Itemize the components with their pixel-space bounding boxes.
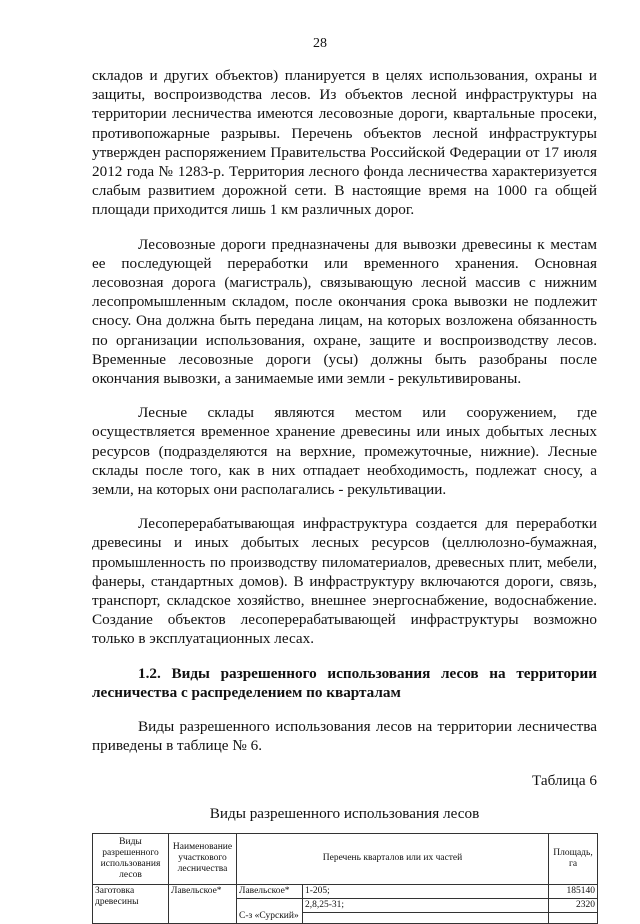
paragraph-2: Лесовозные дороги предназначены для вывозки древесины к местам ее последующей переработки или временного хранения. Основная лесовозная дорога (магистраль), связывающую лесной массив с нижним лесопромышленным складом, после окончания срока вывозки не подлежит сносу. Она должна быть передана лицам, на которых возложена обязанность по организации использования, охране, защите и воспроизводству лесов. Временные лесовозные дороги (усы) должны быть разобраны после окончания вывозки, а занимаемые ими земли - рекультивированы. <box>92 235 597 388</box>
intro-paragraph: Виды разрешенного использования лесов на территории лесничества приведены в таблице № 6. <box>92 718 597 755</box>
paragraph-4: Лесоперерабатывающая инфраструктура создается для переработки древесины и иных добытых лесных ресурсов (целлюлозно-бумажная, промышленность по производству пиломатериалов, древесных плит, мебели, фанеры, стандартных домов). В инфраструктуру включаются дороги, связь, транспорт, складское хозяйство, внешнее энергоснабжение, водоснабжение. Создание объектов лесоперерабатывающей инфраструктуры возможно только в эксплуатационных лесах. <box>92 515 597 648</box>
table-label: Таблица 6 <box>532 771 597 789</box>
header-usage: Виды разрешенного использования лесов <box>93 833 169 884</box>
paragraph-1: складов и других объектов) планируется в целях использования, охраны и защиты, воспроизводства лесов. Из объектов лесной инфраструктуры на территории лесничества имеются лесовозные дороги, квартальные просеки, противопожарные разрывы. Перечень объектов лесной инфраструктуры утвержден распоряжением Правительства Российской Федерации от 17 июля 2012 года № 1283-р. Территория лесного фонда лесничества характеризуется слабым развитием дорожной сети. В настоящие время на 1000 га общей площади приходится лишь 1 км различных дорог. <box>92 67 597 219</box>
header-area: Площадь, га <box>549 833 598 884</box>
header-forestry: Наименование участкового лесничества <box>169 833 237 884</box>
page-number: 28 <box>313 36 327 51</box>
table-title: Виды разрешенного использования лесов <box>209 804 480 822</box>
cell-area: 185140 <box>549 884 598 898</box>
cell-quarters: 1-205; <box>303 884 549 898</box>
cell-forestry: Лавельское* <box>169 884 237 923</box>
section-heading: 1.2. Виды разрешенного использования лесов на территории лесничества с распределением по кварталам <box>92 664 597 701</box>
cell-usage: Заготовка древесины <box>93 884 169 923</box>
cell-quarters <box>303 912 549 923</box>
header-quarters: Перечень кварталов или их частей <box>237 833 549 884</box>
cell-area: 2320 <box>549 898 598 912</box>
cell-quarters: 2,8,25-31; <box>303 898 549 912</box>
table-row <box>93 884 598 898</box>
paragraph-3: Лесные склады являются местом или сооружением, где осуществляется временное хранение древесины или иных добытых лесных ресурсов (подразделяются на верхние, промежуточные, нижние). Лесные склады после того, как в них отпадает необходимость, подлежат сносу, а земли, на которых они располагались - рекультивации. <box>92 404 597 499</box>
cell-sub: Лавельское* <box>237 884 303 898</box>
table-header-row <box>93 833 598 884</box>
document-body <box>92 66 597 924</box>
cell-sub: С-з «Сурский» <box>237 898 303 923</box>
cell-area <box>549 912 598 923</box>
forest-usage-table <box>92 833 598 924</box>
